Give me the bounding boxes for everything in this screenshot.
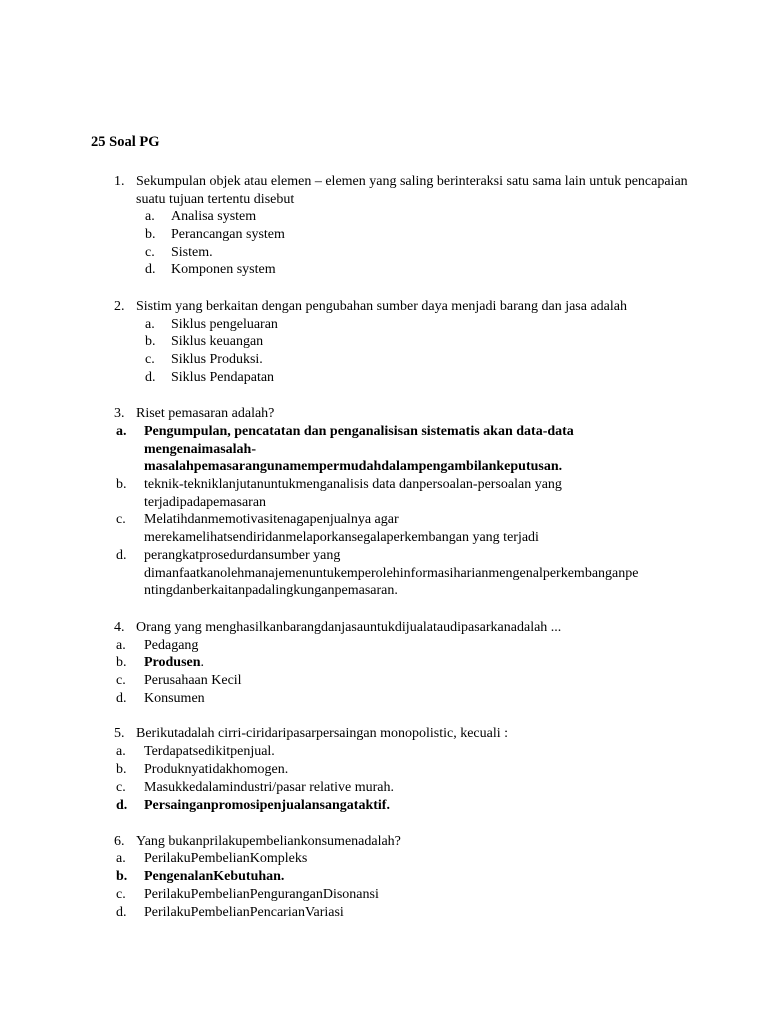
option-text: Siklus pengeluaran bbox=[171, 317, 278, 332]
option-suffix: . bbox=[200, 655, 205, 670]
option-line: masalahpemasarangunamempermudahdalampengambilankeputusan. bbox=[144, 459, 563, 475]
option-line: dimanfaatkanolehmanajemenuntukemperolehinformasiharianmengenalperkembanganpe bbox=[144, 565, 639, 581]
question-number: 4. bbox=[114, 620, 125, 635]
option-text: PengenalanKebutuhan. bbox=[144, 869, 285, 884]
option-letter: b. bbox=[116, 477, 127, 492]
option-text: Terdapatsedikitpenjual. bbox=[144, 744, 275, 759]
option-text: Perancangan system bbox=[171, 227, 285, 242]
option-text: Masukkedalamindustri/pasar relative murah. bbox=[144, 780, 394, 795]
question-text: Yang bukanprilakupembeliankonsumenadalah? bbox=[136, 834, 401, 849]
option-text: Siklus keuangan bbox=[171, 334, 264, 349]
option-letter: a. bbox=[145, 317, 155, 332]
question-text: Sistim yang berkaitan dengan pengubahan sumber daya menjadi barang dan jasa adalah bbox=[136, 299, 627, 314]
option-line: perangkatprosedurdansumber yang bbox=[144, 548, 341, 563]
option-letter: b. bbox=[145, 334, 156, 349]
option-letter: c. bbox=[116, 673, 126, 688]
question-number: 3. bbox=[114, 406, 125, 421]
option-letter: d. bbox=[116, 691, 127, 706]
option-line: Melatihdanmemotivasitenagapenjualnya agar bbox=[144, 512, 399, 527]
question-number: 2. bbox=[114, 299, 125, 314]
option-letter: a. bbox=[116, 424, 127, 439]
option-text: Konsumen bbox=[144, 691, 205, 706]
option-letter: b. bbox=[116, 762, 127, 777]
option-letter: c. bbox=[145, 245, 155, 260]
option-letter: b. bbox=[145, 227, 156, 242]
option-text bbox=[144, 547, 689, 600]
option-line: terjadipadapemasaran bbox=[144, 494, 267, 510]
option-letter: d. bbox=[116, 798, 128, 813]
option-text: Sistem. bbox=[171, 245, 213, 260]
option-text: Pedagang bbox=[144, 638, 199, 653]
document-title: 25 Soal PG bbox=[91, 134, 160, 150]
question-number: 5. bbox=[114, 726, 125, 741]
option-text: Persainganpromosipenjualansangataktif. bbox=[144, 798, 390, 813]
option-text: Komponen system bbox=[171, 262, 276, 277]
question-text: Sekumpulan objek atau elemen – elemen yang saling berinteraksi satu sama lain untuk pencapaian suatu tujuan tertentu disebut bbox=[136, 174, 688, 207]
question-number: 1. bbox=[114, 174, 125, 189]
option-letter: d. bbox=[116, 905, 127, 920]
option-letter: b. bbox=[116, 869, 128, 884]
option-text: Produknyatidakhomogen. bbox=[144, 762, 289, 777]
option-line: ntingdanberkaitanpadalingkunganpemasaran. bbox=[144, 583, 398, 599]
option-text: Analisa system bbox=[171, 209, 257, 224]
option-letter: a. bbox=[116, 744, 126, 759]
option-line: mengenaimasalah- bbox=[144, 441, 256, 457]
option-text bbox=[144, 423, 689, 476]
option-line: Pengumpulan, pencatatan dan penganalisisan sistematis akan data-data bbox=[144, 424, 574, 439]
option-line: merekamelihatsendiridanmelaporkansegalaperkembangan yang terjadi bbox=[144, 529, 539, 545]
option-letter: a. bbox=[116, 851, 126, 866]
question-text: Berikutadalah cirri-ciridaripasarpersaingan monopolistic, kecuali : bbox=[136, 726, 509, 741]
question-text: Riset pemasaran adalah? bbox=[136, 406, 275, 421]
option-letter: c. bbox=[116, 780, 126, 795]
option-letter: a. bbox=[145, 209, 155, 224]
option-text bbox=[144, 654, 689, 672]
option-text: Siklus Pendapatan bbox=[171, 370, 275, 385]
option-letter: c. bbox=[116, 512, 126, 527]
option-letter: d. bbox=[145, 370, 156, 385]
option-letter: b. bbox=[116, 655, 127, 670]
option-text bbox=[144, 476, 689, 511]
option-letter: c. bbox=[116, 887, 126, 902]
option-answer: Produsen bbox=[144, 655, 201, 670]
option-line: teknik-tekniklanjutanuntukmenganalisis data danpersoalan-persoalan yang bbox=[144, 477, 562, 492]
option-letter: a. bbox=[116, 638, 126, 653]
question-text: Orang yang menghasilkanbarangdanjasauntukdijualataudipasarkanadalah ... bbox=[136, 620, 562, 635]
option-letter: d. bbox=[145, 262, 156, 277]
option-letter: c. bbox=[145, 352, 155, 367]
option-text: PerilakuPembelianKompleks bbox=[144, 851, 308, 866]
option-text bbox=[144, 511, 689, 546]
option-text: PerilakuPembelianPencarianVariasi bbox=[144, 905, 344, 920]
option-text: Perusahaan Kecil bbox=[144, 673, 242, 688]
option-text: Siklus Produksi. bbox=[171, 352, 263, 367]
option-letter: d. bbox=[116, 548, 127, 563]
question-number: 6. bbox=[114, 834, 125, 849]
option-text: PerilakuPembelianPenguranganDisonansi bbox=[144, 887, 379, 902]
